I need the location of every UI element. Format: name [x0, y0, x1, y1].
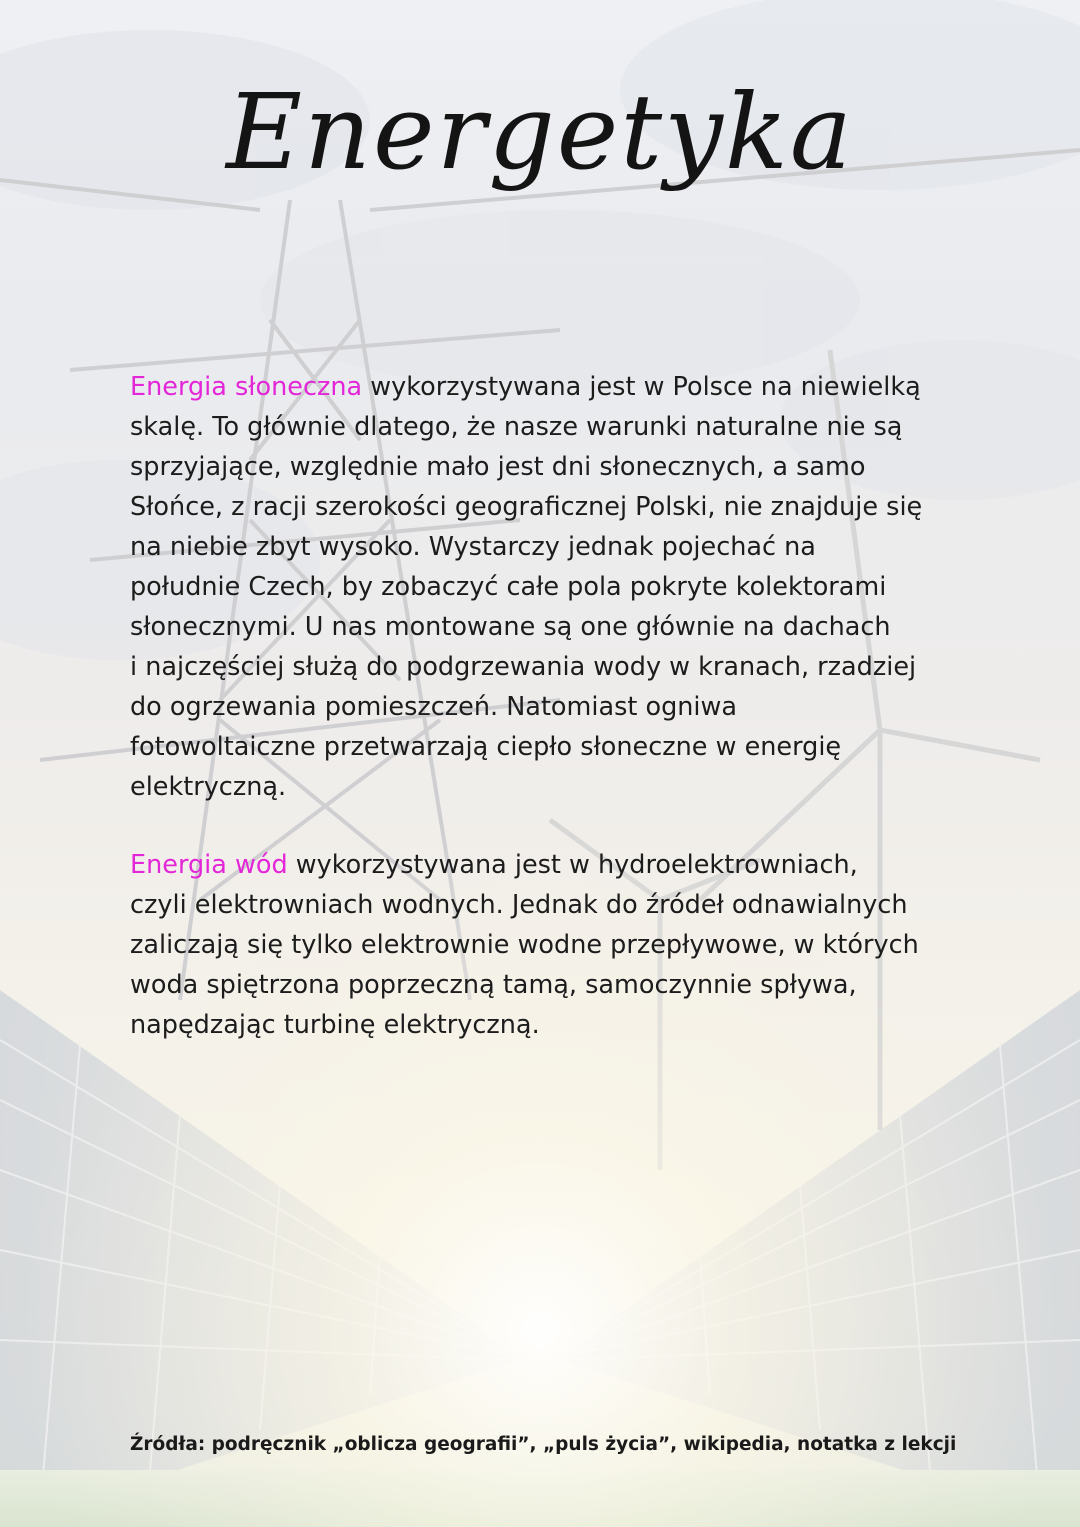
paragraph-line: południe Czech, by zobaczyć całe pola pokryte kolektorami	[130, 572, 887, 602]
highlighted-term: Energia słoneczna	[130, 372, 363, 402]
paragraph-line: woda spiętrzona poprzeczną tamą, samoczynnie spływa,	[130, 970, 857, 1000]
paragraph-line: zaliczają się tylko elektrownie wodne przepływowe, w których	[130, 930, 919, 960]
paragraph-line: i najczęściej służą do podgrzewania wody w kranach, rzadziej	[130, 652, 917, 682]
paragraph-line: napędzając turbinę elektryczną.	[130, 1010, 540, 1040]
paragraph-line: Słońce, z racji szerokości geograficznej Polski, nie znajduje się	[130, 492, 923, 522]
page-title: Energetyka	[226, 71, 854, 193]
sources-footer: Źródła: podręcznik „oblicza geografii”, „puls życia”, wikipedia, notatka z lekcji	[130, 1434, 957, 1455]
paragraph-line: fotowoltaiczne przetwarzają ciepło słoneczne w energię	[130, 732, 842, 762]
solar-energy-paragraph	[130, 367, 960, 807]
paragraph-line: skalę. To głównie dlatego, że nasze warunki naturalne nie są	[130, 412, 903, 442]
paragraph-line: do ogrzewania pomieszczeń. Natomiast ogniwa	[130, 692, 737, 722]
water-energy-paragraph	[130, 845, 960, 1045]
paragraph-line: Energia wód wykorzystywana jest w hydroelektrowniach,	[130, 850, 858, 880]
paragraph-line: czyli elektrowniach wodnych. Jednak do źródeł odnawialnych	[130, 890, 908, 920]
highlighted-term: Energia wód	[130, 850, 288, 880]
paragraph-line: sprzyjające, względnie mało jest dni słonecznych, a samo	[130, 452, 866, 482]
paragraph-line: elektryczną.	[130, 772, 287, 802]
paragraph-line: słonecznymi. U nas montowane są one głównie na dachach	[130, 612, 891, 642]
paragraph-line: na niebie zbyt wysoko. Wystarczy jednak pojechać na	[130, 532, 816, 562]
paragraph-line: Energia słoneczna wykorzystywana jest w Polsce na niewielką	[130, 372, 921, 402]
